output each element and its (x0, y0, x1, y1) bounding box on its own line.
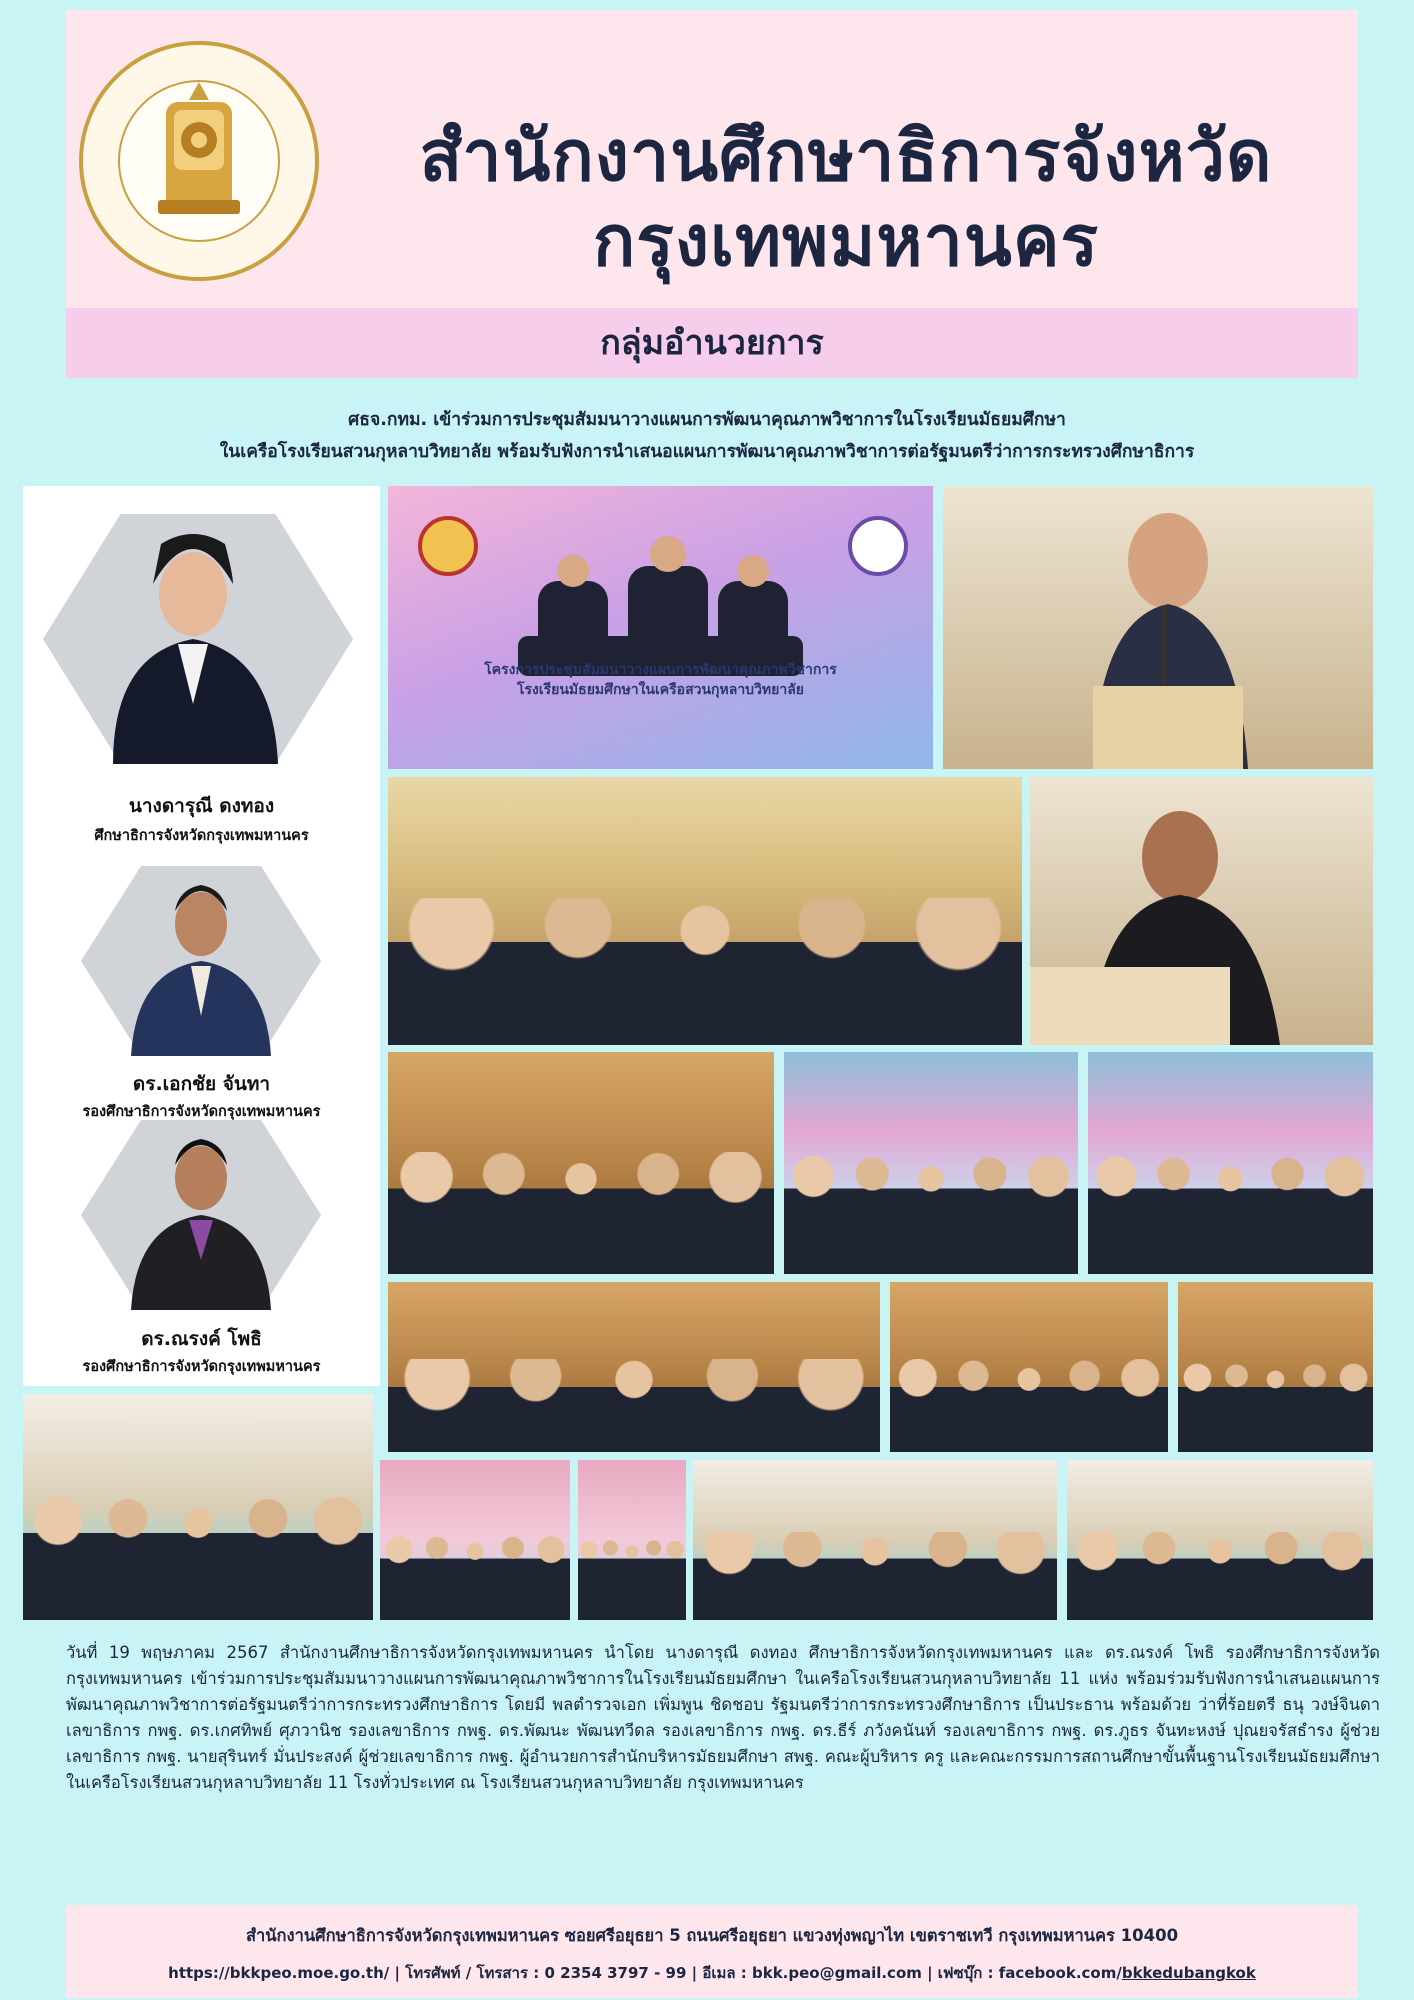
group-portrait-illustration (388, 486, 933, 769)
photo-group-attendees (388, 777, 1022, 1045)
photo-event-banner (388, 486, 933, 769)
photo-executives-seated-2 (890, 1282, 1168, 1452)
group-label: กลุ่มอำนวยการ (66, 308, 1358, 378)
photo-executive-portrait (1178, 1282, 1373, 1452)
photo-minister-speaking (943, 486, 1373, 769)
footer-contact (66, 1961, 1358, 1985)
speaker-illustration (943, 486, 1373, 769)
photo-pair-stage-2 (1088, 1052, 1373, 1274)
staff-portrait-2 (81, 866, 321, 1056)
page-title-line-2: กรุงเทพมหานคร (592, 200, 1100, 282)
person-silhouette-icon (43, 514, 353, 764)
staff-role-2: รองศึกษาธิการจังหวัดกรุงเทพมหานคร (82, 1104, 321, 1120)
staff-panel (23, 486, 380, 1386)
staff-name-2: ดร.เอกชัย จันทา (132, 1073, 271, 1095)
staff-name-3: ดร.ณรงค์ โพธิ (141, 1328, 262, 1350)
photo-audience-question (380, 1460, 570, 1620)
headline-line-2: ในเครือโรงเรียนสวนกุหลาบวิทยาลัย พร้อมรับฟังการนำเสนอแผนการพัฒนาคุณภาพวิชาการต่อรัฐมนตรีว่าการกระทรวงศึกษาธิการ (219, 442, 1195, 462)
headline-line-1: ศธจ.กทม. เข้าร่วมการประชุมสัมมนาวางแผนการพัฒนาคุณภาพวิชาการในโรงเรียนมัธยมศึกษา (348, 410, 1066, 430)
event-banner-line-2: โรงเรียนมัธยมศึกษาในเครือสวนกุหลาบวิทยาลัย (516, 682, 805, 699)
photo-audience-side (1067, 1460, 1373, 1620)
staff-portrait-1 (43, 514, 353, 764)
speaker-illustration (1030, 777, 1373, 1045)
photo-panel-seated (388, 1052, 774, 1274)
footer-contact-text: https://bkkpeo.moe.go.th/ | โทรศัพท์ / โทรสาร : 0 2354 3797 - 99 | อีเมล : bkk.peo@gmail.com | เฟซบุ๊ก : facebook.com/ (168, 1964, 1122, 1982)
footer-address: สำนักงานศึกษาธิการจังหวัดกรุงเทพมหานคร ซอยศรีอยุธยา 5 ถนนศรีอยุธยา แขวงทุ่งพญาไท เขตราชเทวี กรุงเทพมหานคร 10400 (245, 1926, 1179, 1945)
person-silhouette-icon (81, 866, 321, 1056)
facebook-link[interactable]: bkkedubangkok (1121, 1964, 1256, 1982)
event-banner-text (410, 661, 911, 700)
photo-pair-stage-1 (784, 1052, 1078, 1274)
photo-executives-seated (388, 1282, 880, 1452)
footer (66, 1905, 1358, 1998)
person-silhouette-icon (81, 1120, 321, 1310)
staff-name-1: นางดารุณี ดงทอง (128, 795, 275, 817)
article-body: วันที่ 19 พฤษภาคม 2567 สำนักงานศึกษาธิการจังหวัดกรุงเทพมหานคร นำโดย นางดารุณี ดงทอง ศึกษาธิการจังหวัดกรุงเทพมหานคร และ ดร.ณรงค์ โพธิ รองศึกษาธิการจังหวัดกรุงเทพมหานคร เข้าร่วมการประชุมสัมมนาวางแผนการพัฒนาคุณภาพวิชาการในโรงเรียนมัธยมศึกษา ในเครือโรงเรียนสวนกุหลาบวิทยาลัย 11 แห่ง พร้อมร่วมรับฟังการนำเสนอแผนการพัฒนาคุณภาพวิชาการต่อรัฐมนตรีว่าการกระทรวงศึกษาธิการ โดยมี พลตำรวจเอก เพิ่มพูน ชิดชอบ รัฐมนตรีว่าการกระทรวงศึกษาธิการ เป็นประธาน พร้อมด้วย ว่าที่ร้อยตรี ธนุ วงษ์จินดา เลขาธิการ กพฐ. ดร.เกศทิพย์ ศุภวานิช รองเลขาธิการ กพฐ. ดร.พัฒนะ พัฒนทวีดล รองเลขาธิการ กพฐ. ดร.ธีร์ ภวังคนันท์ รองเลขาธิการ กพฐ. ดร.ภูธร จันทะหงษ์ ปุณยจรัสธำรง ผู้ช่วยเลขาธิการ กพฐ. นายสุรินทร์ มั่นประสงค์ ผู้ช่วยเลขาธิการ กพฐ. ผู้อำนวยการสำนักบริหารมัธยมศึกษา สพฐ. คณะผู้บริหาร ครู และคณะกรรมการสถานศึกษาขั้นพื้นฐานโรงเรียนมัธยมศึกษาในเครือโรงเรียนสวนกุหลาบวิทยาลัย 11 โรงทั่วประเทศ ณ โรงเรียนสวนกุหลาบวิทยาลัย กรุงเทพมหานคร (66, 1643, 1380, 1792)
staff-portrait-3 (81, 1120, 321, 1310)
staff-role-3: รองศึกษาธิการจังหวัดกรุงเทพมหานคร (82, 1359, 321, 1375)
photo-audience-front (23, 1394, 373, 1620)
photo-speaker-woman (578, 1460, 686, 1620)
event-banner-line-1: โครงการประชุมสัมมนาวางแผนการพัฒนาคุณภาพวิชาการ (484, 662, 837, 679)
header-banner (66, 10, 1358, 308)
bangkok-provincial-education-office-seal-icon (78, 40, 320, 282)
photo-deputy-speaking (1030, 777, 1373, 1045)
page-title-line-1: สำนักงานศึกษาธิการจังหวัด (419, 115, 1273, 197)
photo-audience-seated (693, 1460, 1057, 1620)
staff-role-1: ศึกษาธิการจังหวัดกรุงเทพมหานคร (94, 828, 309, 844)
